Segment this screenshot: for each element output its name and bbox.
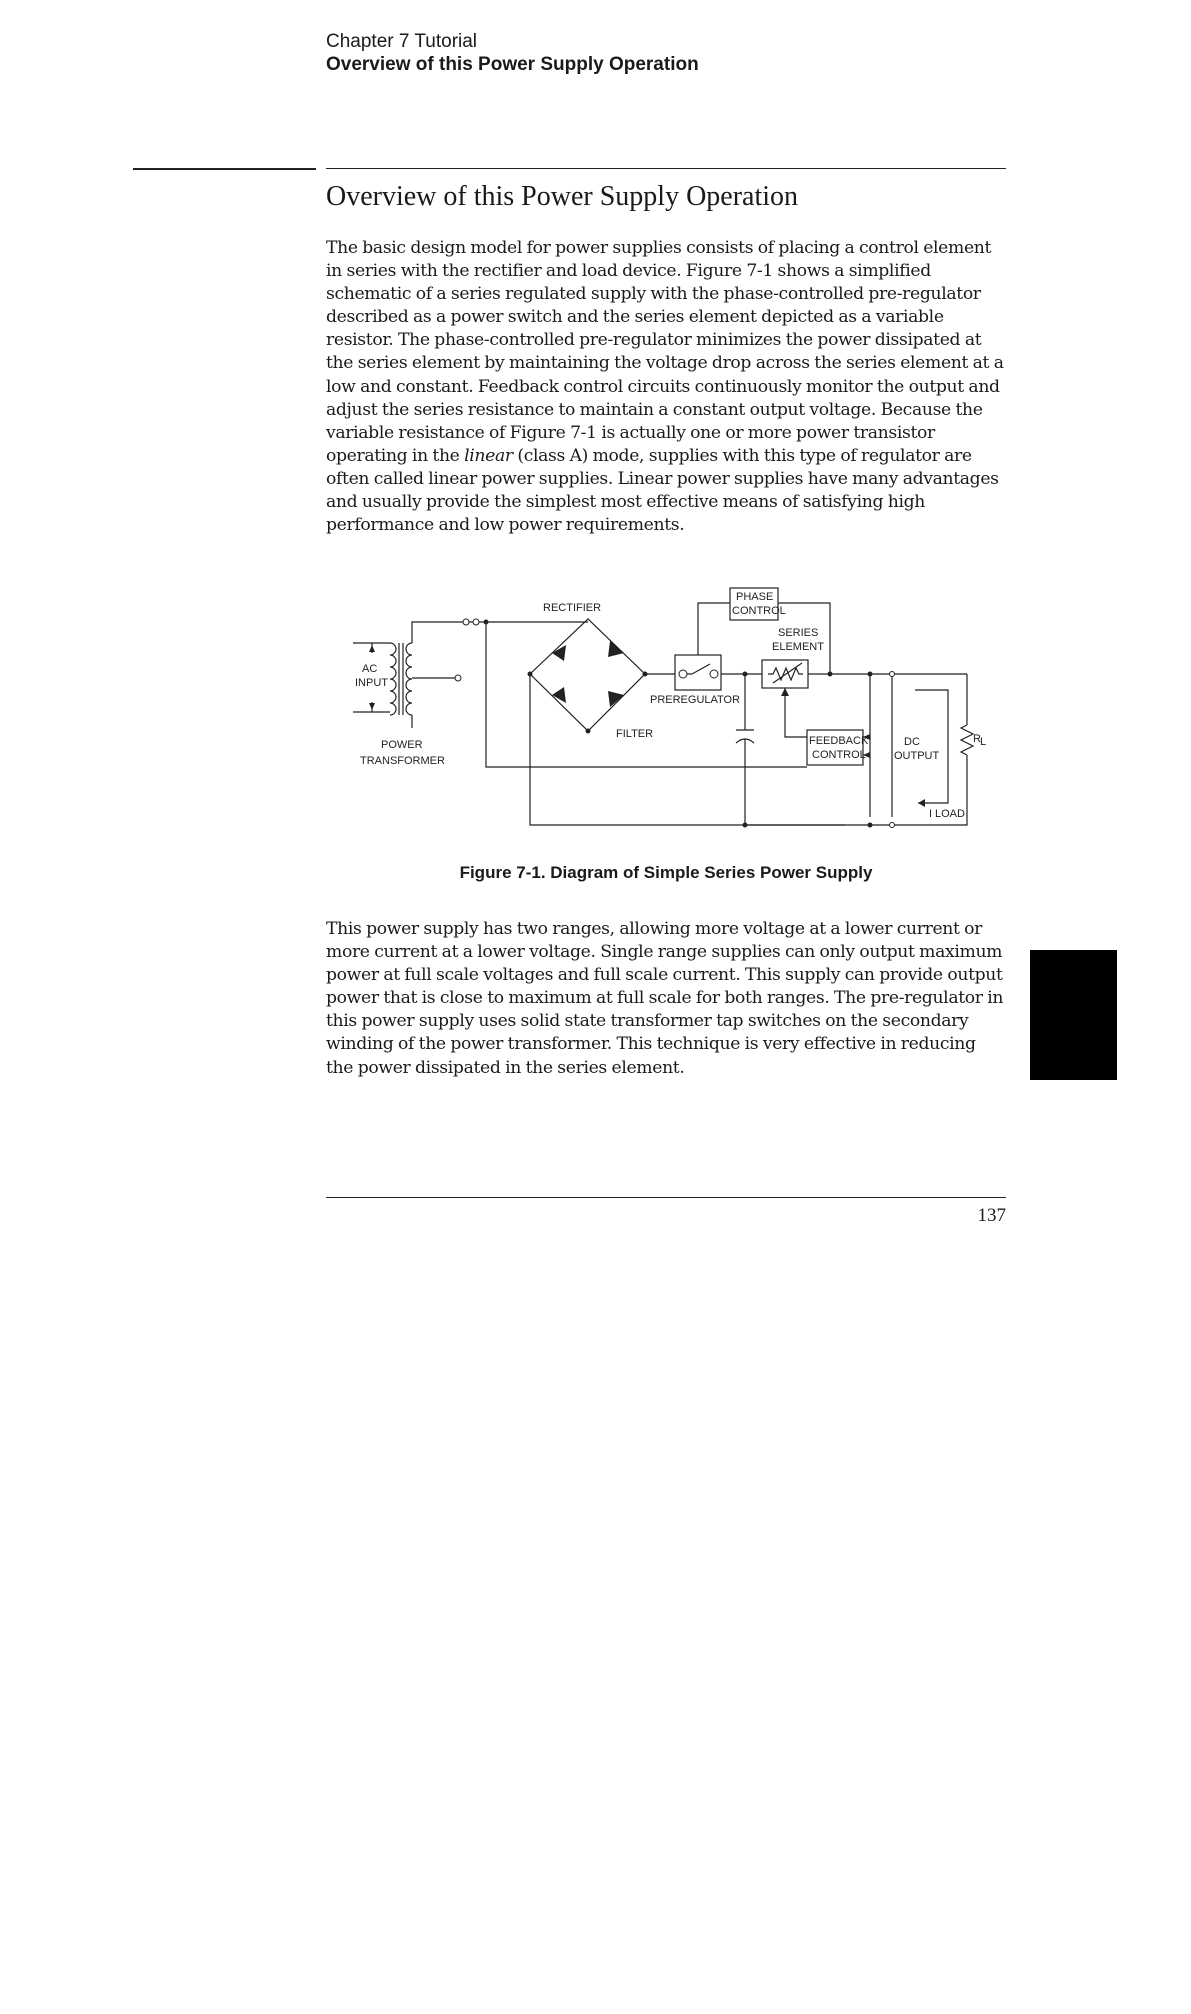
schematic-marks: [369, 619, 925, 828]
schematic-wires: [353, 588, 973, 825]
intro-text-1: The basic design model for power supplies consists of placing a control element in series with the rectifier and load device. Figure 7-1 shows a simplified schematic of a series regulated supply with the phase-controlled pre-regulator described as a power switch and the series element depicted as a variable resistor. The phase-controlled pre-regulator minimizes the power dissipated at the series element by maintaining the voltage drop across the series element at a low and constant. Feedback control circuits continuously monitor the output and adjust the series resistance to maintain a constant output voltage. Because the variable resistance of Figure 7-1 is actually one or more power transistor operating in the: [326, 238, 1004, 466]
label-power: POWER: [381, 739, 423, 751]
label-dc: DC: [904, 736, 920, 748]
intro-text-2: (class A) mode, supplies with this type of regulator are often called linear power supplies. Linear power supplies have many advantages and usually provide the simplest most effective means of satisfying high performance and low power requirements.: [326, 445, 999, 536]
header-chapter: Chapter 7 Tutorial: [326, 31, 478, 52]
title-rule: [326, 168, 1006, 169]
label-phase: PHASE: [736, 591, 774, 603]
chapter-tab: [1030, 950, 1117, 2014]
power-supply-schematic: [340, 575, 1000, 840]
label-iload: I: [929, 808, 933, 820]
label-rectifier: RECTIFIER: [543, 602, 602, 614]
margin-rule: [133, 168, 316, 170]
header-section: Overview of this Power Supply Operation: [326, 54, 699, 75]
label-feedback-control: CONTROL: [812, 749, 866, 761]
section-title: Overview of this Power Supply Operation: [326, 181, 799, 212]
chapter-tab-number: 7: [1064, 1976, 1083, 2014]
footer-rule: [326, 1197, 1006, 1198]
page-number: 137: [977, 1205, 1006, 1226]
label-input: INPUT: [355, 677, 388, 689]
figure-caption: Figure 7-1. Diagram of Simple Series Power Supply: [459, 863, 873, 882]
label-rl-subscript: L: [980, 736, 987, 748]
ranges-paragraph: This power supply has two ranges, allowing more voltage at a lower current or more current at a lower voltage. Single range supplies can only output maximum power at full scale voltages and full scale current. This supply can provide output power that is close to maximum at full scale for both ranges. The pre-regulator in this power supply uses solid state transformer tap switches on the secondary winding of the power transformer. This technique is very effective in reducing the power dissipated in the series element.: [326, 919, 1004, 1078]
label-output: OUTPUT: [894, 750, 940, 762]
intro-paragraph: [326, 237, 1006, 537]
label-series-element: ELEMENT: [772, 641, 824, 653]
label-feedback: FEEDBACK: [809, 735, 869, 747]
intro-italic-term: linear: [464, 445, 513, 466]
label-iload-subscript: LOAD: [935, 808, 965, 820]
label-ac: AC: [362, 663, 378, 675]
label-rl: R: [973, 733, 981, 745]
label-preregulator: PREREGULATOR: [650, 694, 741, 706]
label-filter: FILTER: [616, 728, 654, 740]
label-phase-control: CONTROL: [732, 605, 786, 617]
label-series: SERIES: [778, 627, 819, 639]
label-transformer: TRANSFORMER: [360, 755, 445, 767]
